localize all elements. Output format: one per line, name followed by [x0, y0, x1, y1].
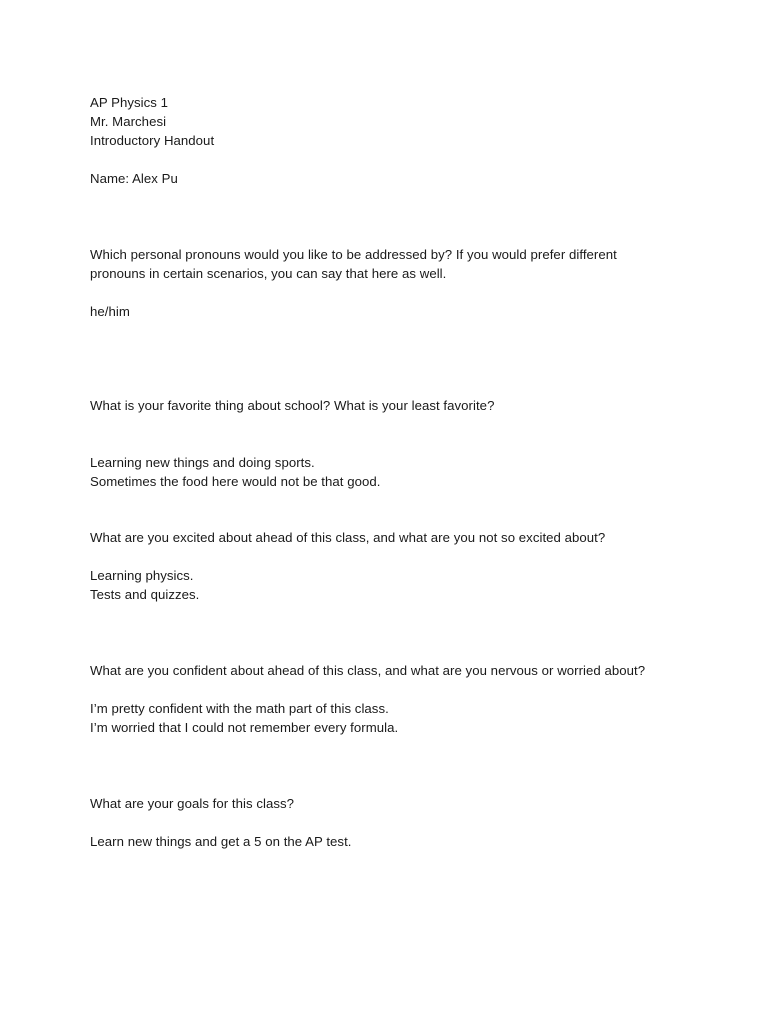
teacher-name: Mr. Marchesi [90, 114, 167, 129]
answer-worried: I’m worried that I could not remember every formula. [90, 720, 399, 735]
answer-pronouns: he/him [90, 304, 130, 319]
question-excited: What are you excited about ahead of this class, and what are you not so excited about? [90, 530, 606, 545]
course-name: AP Physics 1 [90, 95, 169, 110]
answer-excited: Learning physics. [90, 568, 194, 583]
question-pronouns-line-2: pronouns in certain scenarios, you can say that here as well. [90, 266, 447, 281]
answer-confident: I’m pretty confident with the math part of this class. [90, 701, 389, 716]
answer-school-least-favorite: Sometimes the food here would not be that good. [90, 474, 381, 489]
answer-school-favorite: Learning new things and doing sports. [90, 455, 315, 470]
student-name: Name: Alex Pu [90, 171, 178, 186]
answer-goals: Learn new things and get a 5 on the AP test. [90, 834, 352, 849]
answer-not-excited: Tests and quizzes. [90, 587, 200, 602]
question-pronouns-line-1: Which personal pronouns would you like to be addressed by? If you would prefer different [90, 247, 617, 262]
document-title: Introductory Handout [90, 133, 215, 148]
question-school-favorites: What is your favorite thing about school? What is your least favorite? [90, 398, 495, 413]
question-goals: What are your goals for this class? [90, 796, 295, 811]
question-confident: What are you confident about ahead of this class, and what are you nervous or worried about? [90, 663, 646, 678]
